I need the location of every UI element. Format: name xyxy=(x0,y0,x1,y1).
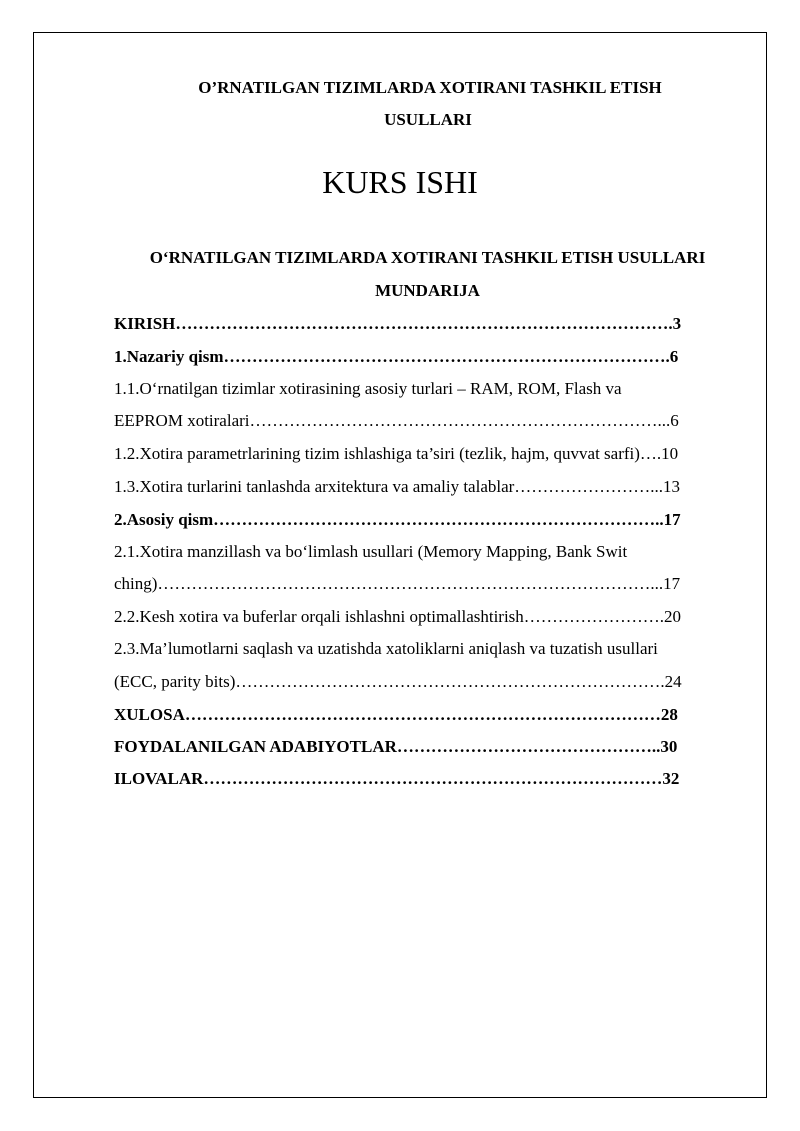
toc-entry-2-3-line-2: (ECC, parity bits)………………………………………………………………….24 xyxy=(114,672,682,691)
toc-entry-1-3: 1.3.Xotira turlarini tanlashda arxitektura va amaliy talablar……………………...13 xyxy=(114,477,681,496)
toc-title: O‘RNATILGAN TIZIMLARDA XOTIRANI TASHKIL ETISH USULLARI xyxy=(149,248,706,267)
top-title-line-1: O’RNATILGAN TIZIMLARDA XOTIRANI TASHKIL ETISH xyxy=(198,78,662,97)
toc-entry-2-3-line-1: 2.3.Ma’lumotlarni saqlash va uzatishda xatoliklarni aniqlash va tuzatish usullari xyxy=(114,639,658,658)
document-type-title: KURS ISHI xyxy=(322,164,478,200)
toc-entry-2-2: 2.2.Kesh xotira va buferlar orqali ishlashni optimallashtirish…………………….20 xyxy=(114,607,682,626)
toc-entry-1-1-line-1: 1.1.O‘rnatilgan tizimlar xotirasining asosiy turlari – RAM, ROM, Flash va xyxy=(114,379,622,398)
toc-entry-1-2: 1.2.Xotira parametrlarining tizim ishlashiga ta’siri (tezlik, hajm, quvvat sarfi)….10 xyxy=(114,444,679,463)
toc-entry-xulosa: XULOSA…………………………………………………………………………28 xyxy=(114,705,678,724)
toc-entry-adabiyotlar: FOYDALANILGAN ADABIYOTLAR………………………………………..30 xyxy=(114,737,678,756)
toc-entry-kirish: KIRISH…………………………………………………………………………….3 xyxy=(114,314,682,333)
toc-heading: MUNDARIJA xyxy=(375,281,480,300)
top-title-line-2: USULLARI xyxy=(384,110,472,129)
toc-entry-2-1-line-2: ching)……………………………………………………………………………...17 xyxy=(114,574,681,593)
toc-entry-asosiy-qism: 2.Asosiy qism……………………………………………………………………..17 xyxy=(114,510,681,529)
toc-entry-1-1-line-2: EEPROM xotiralari………………………………………………………………...6 xyxy=(114,411,679,430)
toc-entry-nazariy-qism: 1.Nazariy qism…………………………………………………………………….6 xyxy=(114,347,679,366)
toc-entry-ilovalar: ILOVALAR………………………………………………………………………32 xyxy=(114,769,680,788)
toc-entry-2-1-line-1: 2.1.Xotira manzillash va bo‘limlash usullari (Memory Mapping, Bank Swit xyxy=(114,542,628,561)
